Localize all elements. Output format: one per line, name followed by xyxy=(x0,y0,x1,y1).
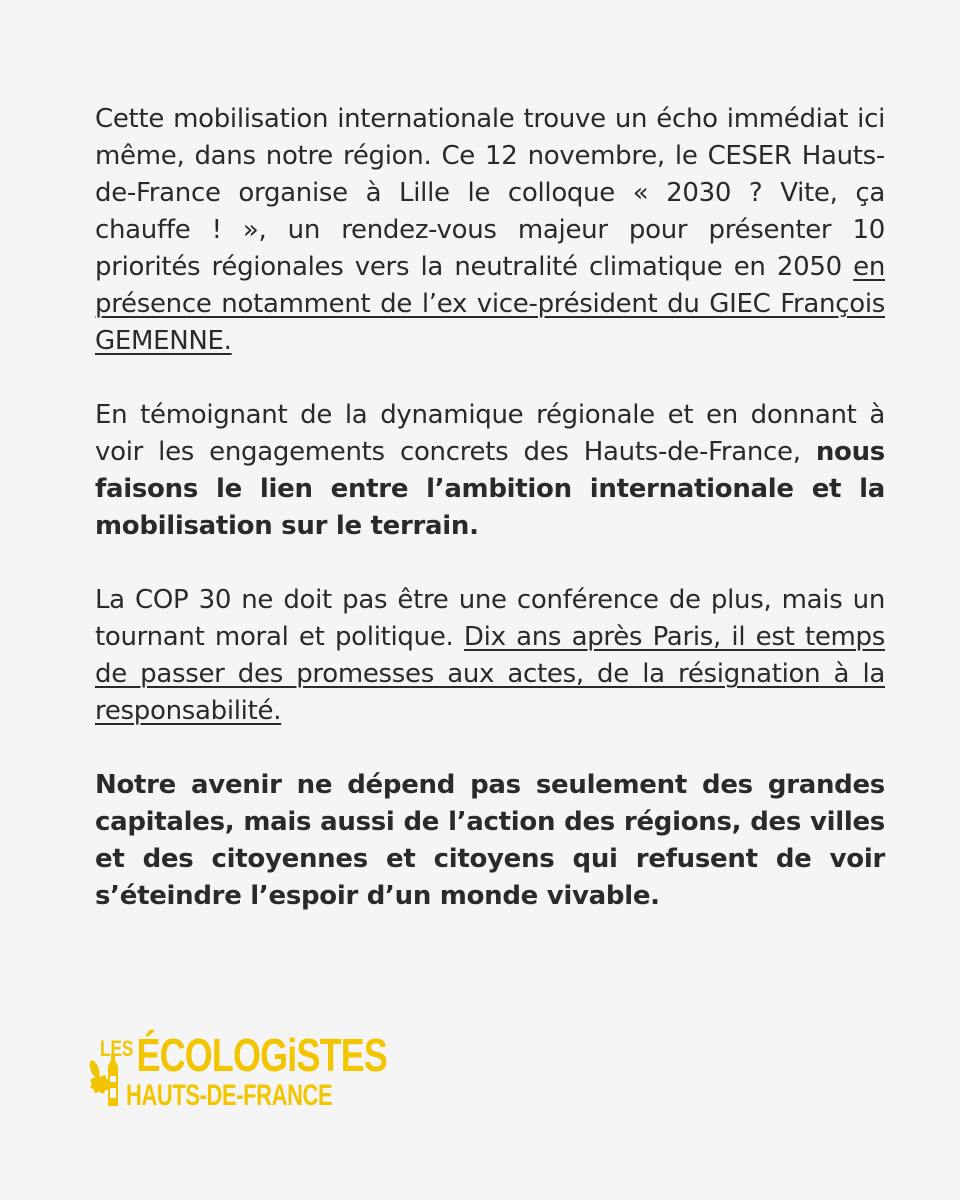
paragraph-cop30 xyxy=(95,582,885,730)
paragraph-dynamique xyxy=(95,397,885,545)
paragraph-dynamique-bold: nous faisons le lien entre l’ambition internationale et la mobilisation sur le terrain. xyxy=(95,437,885,541)
logo-region: HAUTS-DE-FRANCE xyxy=(126,1079,333,1112)
paragraph-colloque xyxy=(95,101,885,360)
paragraph-dynamique-text: En témoignant de la dynamique régionale et en donnant à voir les engagements concrets des Hauts-de-France, xyxy=(95,400,885,467)
logo-les: LES xyxy=(100,1036,134,1061)
paragraph-colloque-underlined: en présence notamment de l’ex vice-président du GIEC François GEMENNE. xyxy=(95,252,885,356)
paragraph-colloque-text: Cette mobilisation internationale trouve un écho immédiat ici même, dans notre région. Ce 12 novembre, le CESER Hauts-de-France organise à Lille le colloque « 2030 ? Vite, ça chauffe ! », un rendez-vous majeur pour présenter 10 priorités régionales vers la neutralité climatique en 2050 xyxy=(95,104,885,282)
article-body xyxy=(95,101,885,915)
paragraph-cop30-text: La COP 30 ne doit pas être une conférence de plus, mais un tournant moral et politique. xyxy=(95,585,885,652)
paragraph-cop30-underlined: Dix ans après Paris, il est temps de passer des promesses aux actes, de la résignation à la responsabilité. xyxy=(95,622,886,726)
ecologistes-logo xyxy=(86,1029,388,1116)
logo-ecologistes: ÉCOLOGiSTES xyxy=(136,1029,388,1081)
logo-line1 xyxy=(100,1029,388,1081)
paragraph-conclusion xyxy=(95,767,885,915)
paragraph-conclusion-bold: Notre avenir ne dépend pas seulement des grandes capitales, mais aussi de l’action des régions, des villes et des citoyennes et citoyens qui refusent de voir s’éteindre l’espoir d’un monde vivable. xyxy=(95,770,885,911)
